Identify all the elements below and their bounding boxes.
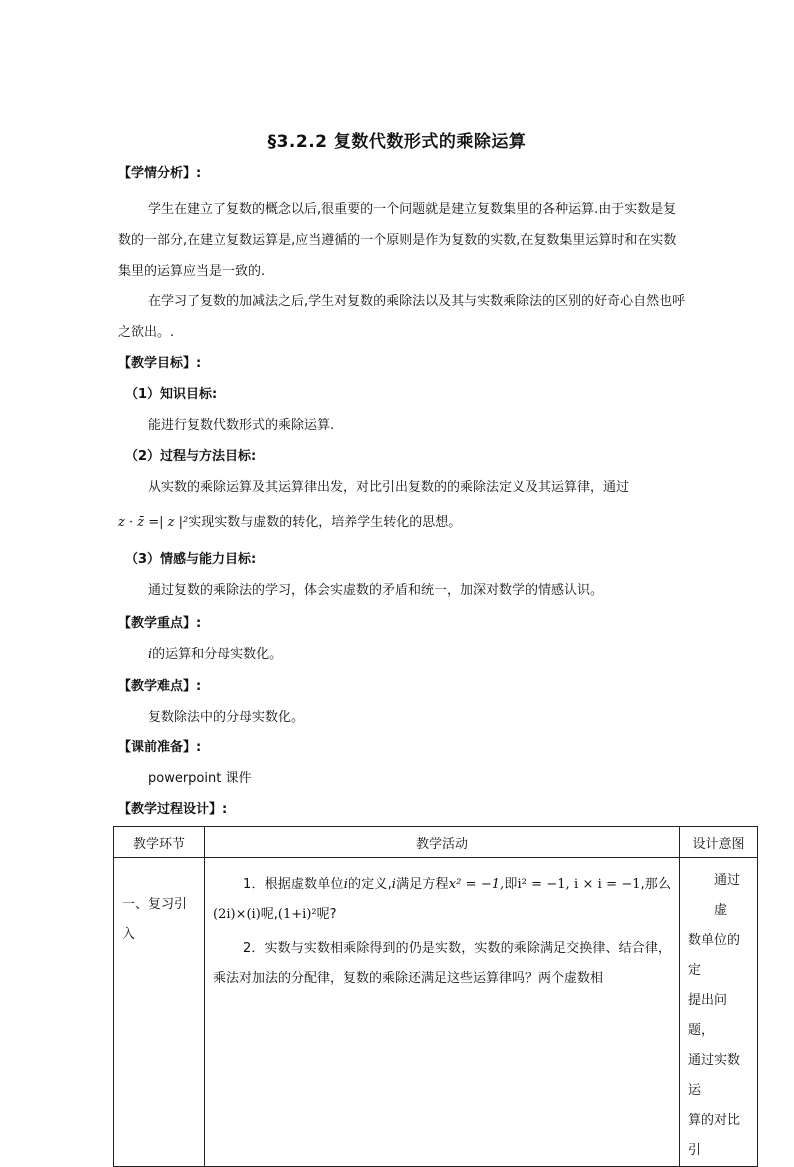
student-analysis-paragraph-2: 在学习了复数的加减法之后,学生对复数的乘除法以及其与实数乘除法的区别的好奇心自然也呼之欲出。. — [118, 294, 686, 340]
intent-line: 提出问题， — [688, 993, 728, 1038]
intent-line: 通过虚 — [714, 873, 741, 918]
objective-process-line-2 — [118, 513, 461, 533]
section-heading-objectives: 【教学目标】: — [118, 356, 202, 371]
objective-process-text-2: 实现实数与虚数的转化，培养学生转化的思想。 — [188, 515, 462, 530]
section-heading-student-analysis: 【学情分析】: — [118, 166, 202, 181]
section-heading-key-points: 【教学重点】: — [118, 616, 202, 631]
lesson-plan-table — [113, 826, 758, 1167]
section-heading-difficulties: 【教学难点】: — [118, 679, 202, 694]
objective-emotion-label: （3）情感与能力目标: — [125, 552, 257, 567]
objective-emotion-text: 通过复数的乘除法的学习，体会实虚数的矛盾和统一，加深对数学的情感认识。 — [148, 583, 604, 598]
preparation-text: powerpoint 课件 — [148, 771, 252, 786]
intent-line: 算的对比引 — [688, 1113, 741, 1158]
column-header-activity: 教学活动 — [205, 827, 680, 858]
activity-item-1: 1．根据虚数单位i的定义,i满足方程x² = −1,即i² = −1, i × i = −1,那么(2i)×(i)呢,(1+i)²呢? — [213, 877, 671, 922]
objective-process-label: （2）过程与方法目标: — [125, 449, 257, 464]
objective-knowledge-label: （1）知识目标: — [125, 387, 218, 402]
expression-2i-times-i: (2i)×(i) — [213, 907, 261, 922]
key-points-description: 的运算和分母实数化。 — [152, 647, 283, 662]
table-header-row — [114, 827, 758, 858]
key-points-text — [148, 645, 282, 665]
intent-line: 通过实数运 — [688, 1053, 741, 1098]
column-header-stage: 教学环节 — [114, 827, 205, 858]
column-header-intent: 设计意图 — [680, 827, 758, 858]
page-title: §3.2.2 复数代数形式的乘除运算 — [267, 132, 527, 152]
section-heading-preparation: 【课前准备】: — [118, 740, 202, 755]
stage-cell: 一、复习引入 — [114, 858, 205, 1167]
intent-line: 数单位的定 — [688, 933, 741, 978]
intent-cell — [680, 858, 758, 1167]
table-row — [114, 858, 758, 1167]
imaginary-unit-symbol: i — [148, 647, 153, 662]
difficulties-text: 复数除法中的分母实数化。 — [148, 710, 305, 725]
conjugate-formula: z · z̄ =| z |² — [118, 515, 189, 530]
objective-knowledge-text: 能进行复数代数形式的乘除运算. — [148, 418, 335, 433]
section-heading-process-design: 【教学过程设计】: — [118, 802, 228, 817]
equation-x-squared: x² = −1, — [448, 877, 505, 892]
expression-1-plus-i-squared: (1+i)² — [277, 907, 317, 922]
equation-i-squared: i² = −1, i × i = −1 — [517, 877, 641, 892]
activity-cell — [205, 858, 680, 1167]
objective-process-text-1: 从实数的乘除运算及其运算律出发，对比引出复数的的乘除法定义及其运算律，通过 — [148, 480, 630, 495]
activity-item-2: 2．实数与实数相乘除得到的仍是实数，实数的乘除满足交换律、结合律，乘法对加法的分配律，复数的乘除还满足这些运算律吗？两个虚数相 — [213, 941, 671, 986]
student-analysis-paragraph-1: 学生在建立了复数的概念以后,很重要的一个问题就是建立复数集里的各种运算.由于实数是复数的一部分,在建立复数运算是,应当遵循的一个原则是作为复数的实数,在复数集里运算时和在实数集里的运算应当是一致的. — [118, 202, 677, 279]
